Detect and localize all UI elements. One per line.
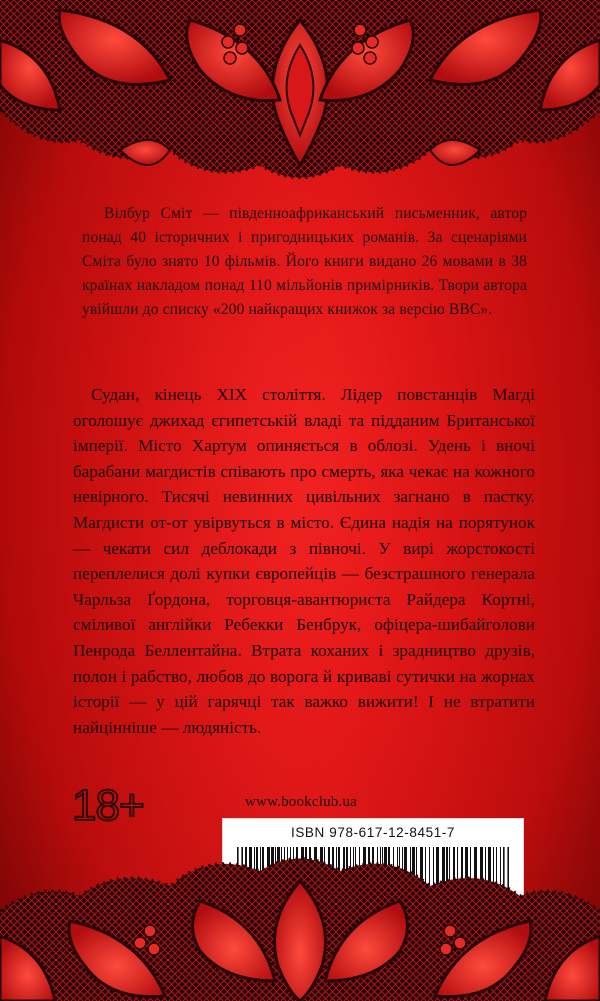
bottom-lace-ornament bbox=[0, 841, 600, 1001]
author-bio: Вілбур Сміт — південноафриканський письменник, автор понад 40 історичних і пригодницьких романів. За сценаріями Сміта було знято 10 фільмів. Його книги видано 26 мовами в 38 країнах накладом понад 110 мільйонів примірників. Твори автора увійшли до списку «200 найкращих книжок за версію BBC». bbox=[82, 205, 527, 318]
age-rating-badge: 18+ bbox=[72, 781, 144, 830]
publisher-website: www.bookclub.ua bbox=[245, 794, 358, 810]
book-synopsis: Судан, кінець XIX століття. Лідер повстанців Магді оголошує джихад єгипетській владі та підданим Британської імперії. Місто Хартум опиняється в облозі. Удень і вночі барабани магдистів співають про смерть, яка чекає на кожного невірного. Тисячі невинних цивільних загнано в пастку. Магдисти от-от увірвуться в місто. Єдина надія на порятунок — чекати сил деблокади з півночі. У вирі жорстокості переплелися долі купки європейців — безстрашного генерала Чарльза Ґордона, торговця-авантюриста Райдера Кортні, сміливої англійки Ребекки Бенбрук, офіцера-шибайголови Пенрода Беллентайна. Втрата коханих і зрадництво друзів, полон і рабство, любов до ворога й криваві сутички на жорнах історії — у цій гарячці так важко вижити! І не втратити найцінніше — людяність. bbox=[73, 385, 535, 737]
isbn-label: ISBN 978-617-12-8451-7 bbox=[290, 825, 456, 840]
top-lace-ornament bbox=[0, 0, 600, 190]
